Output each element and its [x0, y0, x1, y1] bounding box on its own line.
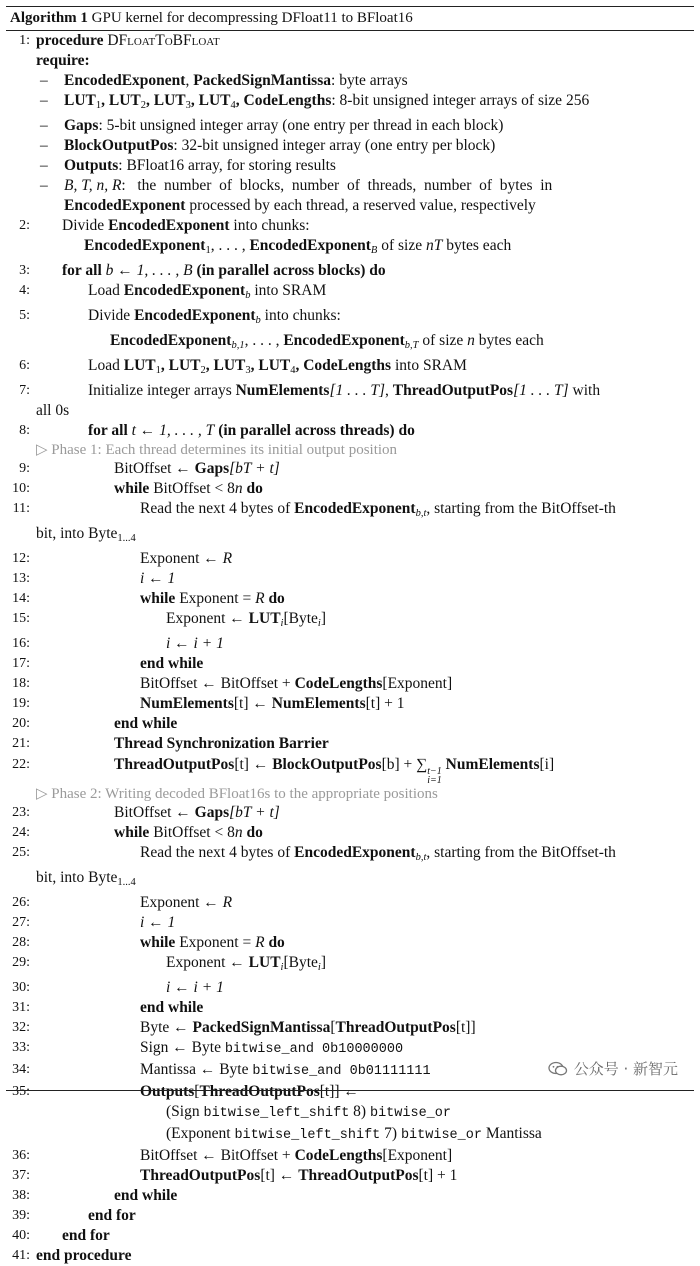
- require-item-4: – BlockOutputPos: 32-bit unsigned integer array (one entry per block): [40, 137, 496, 154]
- require-item-3: – Gaps: 5-bit unsigned integer array (one entry per thread in each block): [40, 117, 504, 134]
- line-30: 30: i ← i + 1: [12, 979, 224, 996]
- line-15: 15: Exponent ← $LUT_i[Byte_i]$: [12, 610, 326, 629]
- require-header: require:: [36, 52, 90, 69]
- line-2: 2: Divide EncodedExponent into chunks:: [19, 217, 310, 234]
- line-38: 38: end while: [12, 1187, 178, 1204]
- line-25: 25: Read the next 4 bytes of EncodedExponent$_{b,t}$, starting from the BitOffset-th: [12, 844, 616, 863]
- line-35-cont-1: (Sign bitwise_left_shift 8) bitwise_or: [166, 1103, 451, 1121]
- require-item-5: – Outputs: BFloat16 array, for storing results: [40, 157, 336, 174]
- line-13: 13: i ← 1: [12, 570, 176, 587]
- require-item-2: – $LUT_1$, $LUT_2$, $LUT_3$, $LUT_4$, CodeLengths: 8-bit unsigned integer arrays of size 256: [40, 92, 590, 111]
- line-14: 14: while Exponent = R do: [12, 590, 285, 607]
- line-5-cont: EncodedExponent$_{b,1}$, . . . , EncodedExponent$_{b,T}$ of size n bytes each: [110, 332, 544, 351]
- caption-text: GPU kernel for decompressing DFloat11 to BFloat16: [91, 10, 413, 26]
- line-31: 31: end while: [12, 999, 204, 1016]
- line-40: 40: end for: [12, 1227, 110, 1244]
- line-20: 20: end while: [12, 715, 178, 732]
- line-26: 26: Exponent ← R: [12, 894, 233, 911]
- line-4: 4: Load EncodedExponent$_b$ into SRAM: [19, 282, 327, 301]
- bottom-rule: [6, 1090, 694, 1091]
- line-36: 36: BitOffset ← BitOffset + CodeLengths[Exponent]: [12, 1147, 453, 1164]
- line-5: 5: Divide EncodedExponent$_b$ into chunks:: [19, 307, 341, 326]
- line-35: 35: Outputs[ThreadOutputPos[t]] ←: [12, 1083, 359, 1100]
- line-21: 21: Thread Synchronization Barrier: [12, 735, 329, 752]
- line-35-cont-2: (Exponent bitwise_left_shift 7) bitwise_or Mantissa: [166, 1125, 542, 1143]
- line-41: 41: end procedure: [12, 1247, 132, 1264]
- line-12: 12: Exponent ← R: [12, 550, 233, 567]
- line-23: 23: BitOffset ← Gaps[bT + t]: [12, 804, 280, 821]
- watermark-text: 公众号 · 新智元: [573, 1060, 678, 1078]
- line-19: 19: NumElements[t] ← NumElements[t] + 1: [12, 695, 405, 712]
- wechat-icon: [548, 1061, 568, 1077]
- line-39: 39: end for: [12, 1207, 136, 1224]
- line-1: 1: procedure DFloatToBFloat: [19, 32, 220, 49]
- line-29: 29: Exponent ← $LUT_i[Byte_i]$: [12, 954, 326, 973]
- line-24: 24: while BitOffset < 8n do: [12, 824, 263, 841]
- line-37: 37: ThreadOutputPos[t] ← ThreadOutputPos[t] + 1: [12, 1167, 458, 1184]
- line-8: 8: for all t ← 1, . . . , T (in parallel across threads) do: [19, 422, 415, 439]
- line-10: 10: while BitOffset < 8n do: [12, 480, 263, 497]
- line-11: 11: Read the next 4 bytes of EncodedExponent$_{b,t}$, starting from the BitOffset-th: [12, 500, 616, 519]
- line-6: 6: Load $LUT_1$, $LUT_2$, $LUT_3$, $LUT_4$, CodeLengths into SRAM: [19, 357, 467, 376]
- algorithm-lines: [6, 31, 694, 1266]
- line-2-cont: EncodedExponent$_1$, . . . , EncodedExponent$_B$ of size nT bytes each: [84, 237, 512, 256]
- require-item-6: – B, T, n, R: the number of blocks, number of threads, number of bytes in: [40, 177, 553, 194]
- line-33: 33: Sign ← Byte bitwise_and 0b10000000: [12, 1039, 404, 1057]
- line-11-cont: bit, into Byte$_{1...4}$: [36, 525, 136, 544]
- require-item-1: – EncodedExponent, PackedSignMantissa: byte arrays: [40, 72, 408, 89]
- line-25-cont: bit, into Byte$_{1...4}$: [36, 869, 136, 888]
- line-28: 28: while Exponent = R do: [12, 934, 285, 951]
- require-item-6-cont: EncodedExponent processed by each thread, a reserved value, respectively: [64, 197, 536, 214]
- phase-2-comment: ▷ Phase 2: Writing decoded BFloat16s to the appropriate positions: [36, 786, 438, 802]
- line-18: 18: BitOffset ← BitOffset + CodeLengths[Exponent]: [12, 675, 453, 692]
- caption-label: Algorithm 1: [10, 10, 88, 26]
- line-7-cont: all 0s: [36, 402, 70, 419]
- algorithm-caption: [6, 7, 694, 30]
- line-27: 27: i ← 1: [12, 914, 176, 931]
- line-34: 34: Mantissa ← Byte bitwise_and 0b01111111: [12, 1061, 431, 1079]
- line-7: 7: Initialize integer arrays NumElements[1 . . . T], ThreadOutputPos[1 . . . T] with: [19, 382, 601, 399]
- watermark: [548, 1058, 678, 1079]
- line-9: 9: BitOffset ← Gaps[bT + t]: [19, 460, 280, 477]
- line-3: 3: for all b ← 1, . . . , B (in parallel across blocks) do: [19, 262, 386, 279]
- line-16: 16: i ← i + 1: [12, 635, 224, 652]
- line-22: 22: ThreadOutputPos[t] ← BlockOutputPos[b] + ∑ t−1 i=1 NumElements[i]: [12, 756, 555, 786]
- line-32: 32: Byte ← PackedSignMantissa[ThreadOutputPos[t]]: [12, 1019, 476, 1036]
- line-17: 17: end while: [12, 655, 204, 672]
- phase-1-comment: ▷ Phase 1: Each thread determines its initial output position: [36, 442, 398, 458]
